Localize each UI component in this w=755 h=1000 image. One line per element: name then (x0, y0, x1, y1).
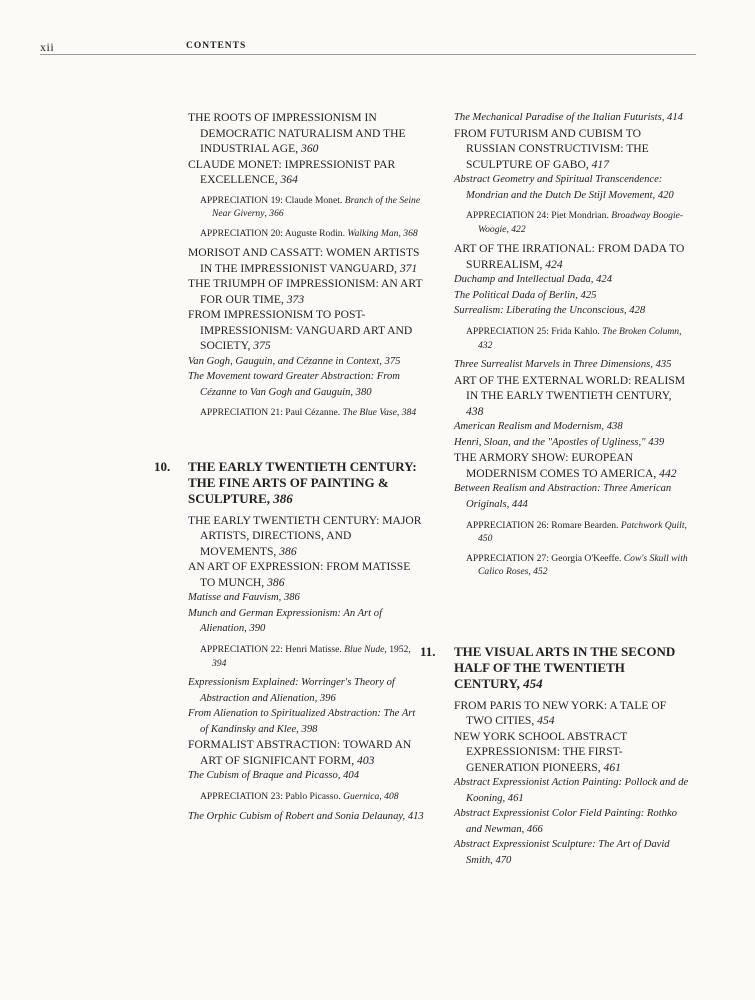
toc-subentry: American Realism and Modernism, 438 (454, 421, 623, 433)
toc-appreciation: APPRECIATION 23: Pablo Picasso. Guernica, 408 (200, 791, 399, 803)
toc-subentry: Munch and German Expressionism: An Art of Alienation, 390 (188, 607, 383, 635)
toc-subentry: Matisse and Fauvism, 386 (188, 592, 300, 604)
toc-appreciation: APPRECIATION 25: Frida Kahlo. The Broken Column, 432 (466, 326, 682, 351)
toc-entry: NEW YORK SCHOOL ABSTRACT EXPRESSIONISM: THE FIRST-GENERATION PIONEERS, 461 (454, 729, 627, 774)
toc-subentry: The Political Dada of Berlin, 425 (454, 289, 597, 301)
toc-entry: FROM FUTURISM AND CUBISM TO RUSSIAN CONSTRUCTIVISM: THE SCULPTURE OF GABO, 417 (454, 126, 649, 171)
toc-appreciation: APPRECIATION 24: Piet Mondrian. Broadway Boogie-Woogie, 422 (466, 210, 684, 235)
chapter-heading: 10. THE EARLY TWENTIETH CENTURY: THE FINE ARTS OF PAINTING & SCULPTURE, 386 (154, 458, 417, 506)
toc-subentry: Van Gogh, Gauguin, and Cézanne in Context, 375 (188, 355, 401, 367)
chapter-number: 10. (154, 458, 171, 474)
toc-entry: ART OF THE IRRATIONAL: FROM DADA TO SURREALISM, 424 (454, 242, 685, 271)
toc-subentry: Henri, Sloan, and the "Apostles of Ugliness," 439 (454, 436, 665, 448)
toc-entry: THE ROOTS OF IMPRESSIONISM IN DEMOCRATIC NATURALISM AND THE INDUSTRIAL AGE, 360 (188, 111, 406, 155)
chapter-number: 11. (420, 643, 436, 659)
toc-subentry: From Alienation to Spiritualized Abstraction: The Art of Kandinsky and Klee, 398 (188, 708, 416, 735)
toc-subentry: Expressionism Explained: Worringer's Theory of Abstraction and Alienation, 396 (188, 677, 395, 704)
toc-entry: FORMALIST ABSTRACTION: TOWARD AN ART OF SIGNIFICANT FORM, 403 (188, 738, 412, 767)
toc-subentry: Between Realism and Abstraction: Three American Originals, 444 (454, 483, 672, 510)
toc-subentry: Three Surrealist Marvels in Three Dimensions, 435 (454, 359, 672, 371)
toc-entry: THE TRIUMPH OF IMPRESSIONISM: AN ART FOR OUR TIME, 373 (188, 277, 423, 306)
toc-subentry: Abstract Geometry and Spiritual Transcendence: Mondrian and the Dutch De Stijl Movement, 420 (454, 174, 674, 201)
chapter-heading: 11. THE VISUAL ARTS IN THE SECOND HALF OF THE TWENTIETH CENTURY, 454 (420, 643, 676, 691)
toc-subentry: Surrealism: Liberating the Unconscious, 428 (454, 305, 646, 317)
toc-entry: THE EARLY TWENTIETH CENTURY: MAJOR ARTISTS, DIRECTIONS, AND MOVEMENTS, 386 (188, 513, 422, 558)
toc-appreciation: APPRECIATION 21: Paul Cézanne. The Blue Vase, 384 (200, 407, 417, 419)
toc-entry: THE ARMORY SHOW: EUROPEAN MODERNISM COMES TO AMERICA, 442 (454, 451, 677, 480)
toc-entry: FROM IMPRESSIONISM TO POST-IMPRESSIONISM: VANGUARD ART AND SOCIETY, 375 (188, 308, 413, 352)
toc-entry: AN ART OF EXPRESSION: FROM MATISSE TO MUNCH, 386 (188, 560, 411, 589)
page-number: xii (40, 40, 55, 54)
toc-subentry: Abstract Expressionist Sculpture: The Art of David Smith, 470 (454, 839, 670, 866)
toc-subentry: Abstract Expressionist Color Field Painting: Rothko and Newman, 466 (454, 808, 677, 835)
toc-appreciation: APPRECIATION 19: Claude Monet. Branch of the Seine Near Giverny, 366 (200, 194, 421, 219)
page-header (40, 40, 696, 55)
toc-appreciation: APPRECIATION 26: Romare Bearden. Patchwork Quilt, 450 (466, 519, 687, 545)
toc-appreciation: APPRECIATION 20: Auguste Rodin. Walking Man, 368 (200, 227, 418, 239)
toc-entry: CLAUDE MONET: IMPRESSIONIST PAR EXCELLENCE, 364 (188, 157, 396, 186)
toc-right-column (420, 110, 690, 869)
toc-subentry: The Movement toward Greater Abstraction: From Cézanne to Van Gogh and Gauguin, 380 (188, 371, 400, 398)
toc-subentry: The Orphic Cubism of Robert and Sonia Delaunay, 413 (188, 810, 424, 822)
toc-subentry: The Cubism of Braque and Picasso, 404 (188, 770, 359, 782)
toc-appreciation: APPRECIATION 27: Georgia O'Keeffe. Cow's Skull with Calico Roses, 452 (466, 552, 688, 578)
toc-subentry: The Mechanical Paradise of the Italian Futurists, 414 (454, 112, 683, 123)
toc-appreciation: APPRECIATION 22: Henri Matisse. Blue Nude, 1952, 394 (200, 644, 411, 669)
toc-entry: ART OF THE EXTERNAL WORLD: REALISM IN THE EARLY TWENTIETH CENTURY, 438 (454, 373, 686, 418)
toc-entry: MORISOT AND CASSATT: WOMEN ARTISTS IN THE IMPRESSIONIST VANGUARD, 371 (188, 246, 420, 275)
toc-subentry: Duchamp and Intellectual Dada, 424 (454, 274, 612, 286)
toc-entry: FROM PARIS TO NEW YORK: A TALE OF TWO CITIES, 454 (454, 698, 667, 728)
running-head: CONTENTS (186, 41, 247, 51)
toc-subentry: Abstract Expressionist Action Painting: Pollock and de Kooning, 461 (454, 777, 689, 804)
toc-left-column (154, 110, 424, 824)
